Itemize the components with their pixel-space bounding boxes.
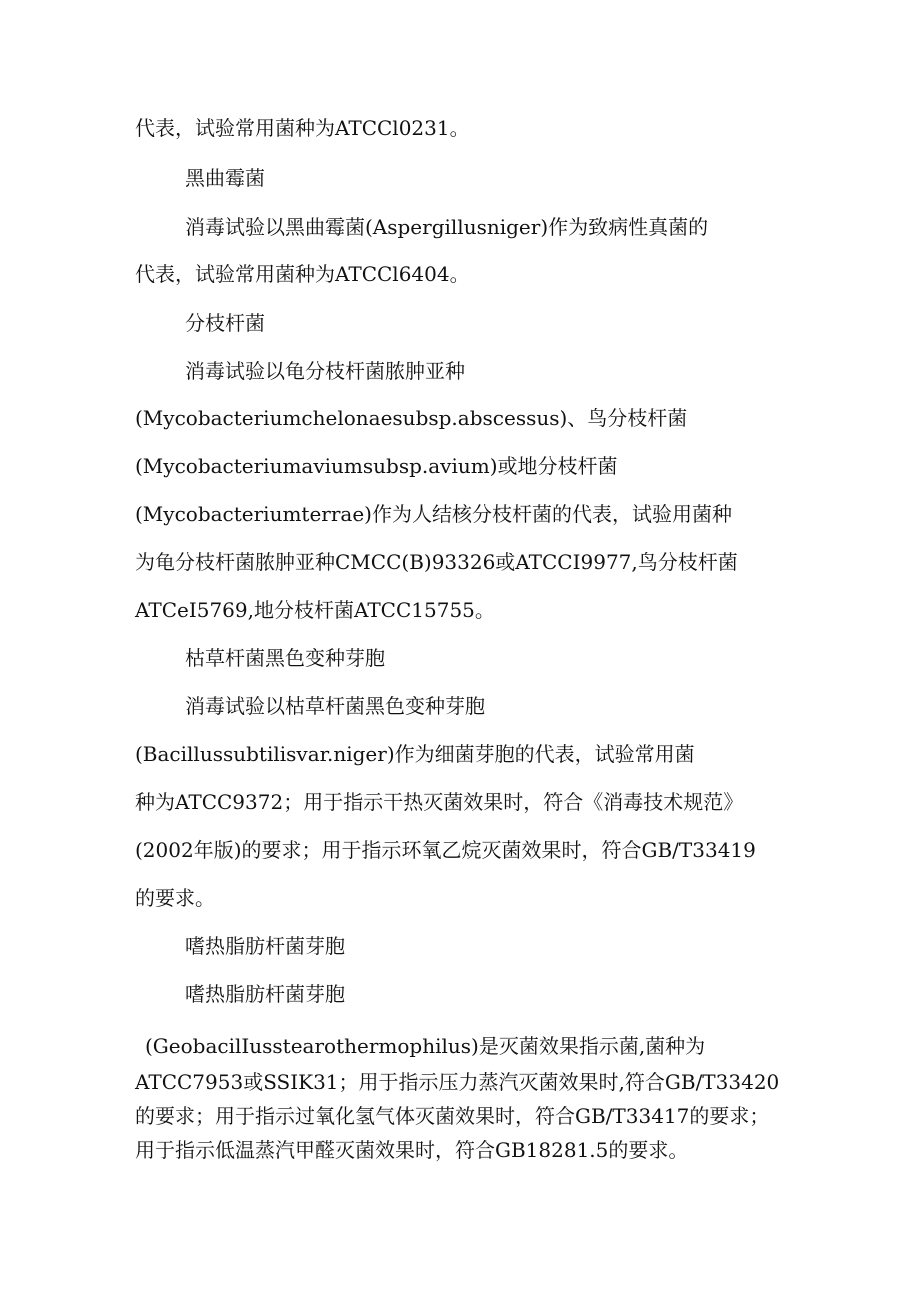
- text-line: 为龟分枝杆菌脓肿亚种CMCC(B)93326或ATCCI9977,鸟分枝杆菌: [135, 550, 738, 574]
- text-line: (Mycobacteriumterrae)作为人结核分枝杆菌的代表，试验用菌种: [135, 502, 732, 526]
- text-line: 代表，试验常用菌种为ATCCl6404。: [135, 262, 470, 286]
- text-line: 消毒试验以枯草杆菌黑色变种芽胞: [185, 694, 485, 718]
- text-line: 种为ATCC9372；用于指示干热灭菌效果时，符合《消毒技术规范》: [135, 790, 744, 814]
- text-line: 代表，试验常用菌种为ATCCl0231。: [135, 116, 470, 140]
- section-heading: 分枝杆菌: [185, 311, 265, 335]
- text-line: 消毒试验以龟分枝杆菌脓肿亚种: [185, 359, 465, 383]
- text-line: ATCeI5769,地分枝杆菌ATCC15755。: [135, 598, 495, 622]
- text-line: 嗜热脂肪杆菌芽胞: [185, 982, 345, 1006]
- text-line: 用于指示低温蒸汽甲醛灭菌效果时，符合GB18281.5的要求。: [135, 1138, 689, 1162]
- text-line: (Mycobacteriumaviumsubsp.avium)或地分枝杆菌: [135, 454, 618, 478]
- text-line: (2002年版)的要求；用于指示环氧乙烷灭菌效果时，符合GB/T33419: [135, 838, 756, 862]
- text-line: ATCC7953或SSIK31；用于指示压力蒸汽灭菌效果时,符合GB/T33420: [135, 1070, 780, 1094]
- section-heading: 枯草杆菌黑色变种芽胞: [185, 646, 385, 670]
- section-heading: 嗜热脂肪杆菌芽胞: [185, 934, 345, 958]
- text-line: (Bacillussubtilisvar.niger)作为细菌芽胞的代表，试验常用菌: [135, 742, 695, 766]
- text-line: 消毒试验以黑曲霉菌(Aspergillusniger)作为致病性真菌的: [185, 215, 709, 239]
- text-line: 的要求。: [135, 886, 215, 910]
- text-line: 的要求；用于指示过氧化氢气体灭菌效果时，符合GB/T33417的要求；: [135, 1104, 770, 1128]
- text-line: (Mycobacteriumchelonaesubsp.abscessus)、鸟分枝杆菌: [135, 406, 688, 430]
- text-line: (GeobacilIusstearothermophilus)是灭菌效果指示菌,菌种为: [145, 1034, 706, 1058]
- section-heading: 黑曲霉菌: [185, 166, 265, 190]
